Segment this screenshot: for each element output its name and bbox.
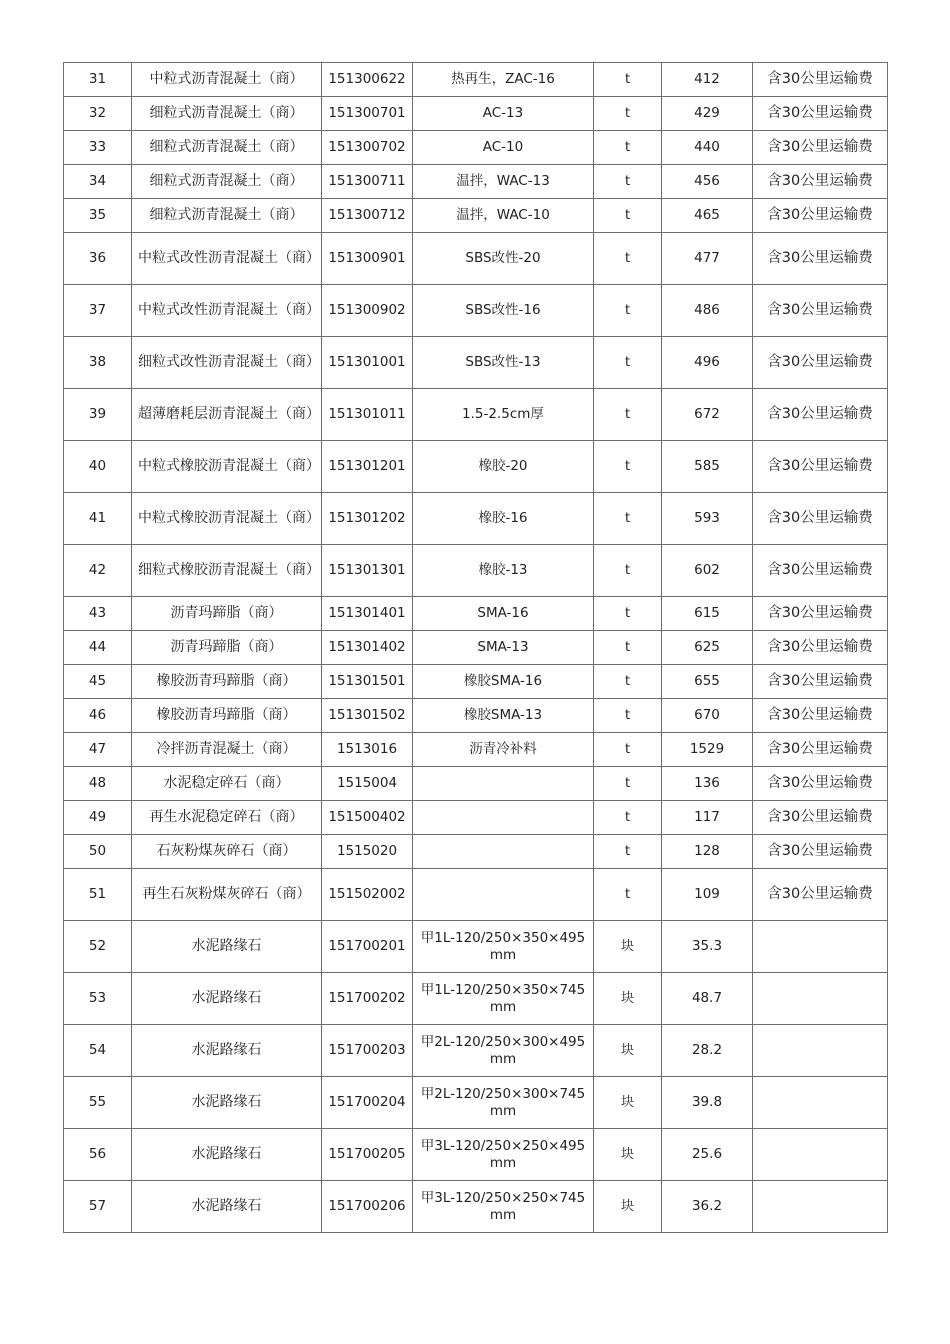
material-code-cell: 151301202 [322, 493, 413, 545]
price-cell: 672 [662, 389, 753, 441]
table-row [64, 233, 888, 285]
table-row [64, 493, 888, 545]
table-row [64, 921, 888, 973]
unit-cell: 块 [594, 1077, 662, 1129]
material-code-cell: 151301201 [322, 441, 413, 493]
price-cell: 496 [662, 337, 753, 389]
table-row [64, 869, 888, 921]
note-cell: 含30公里运输费 [753, 699, 888, 733]
row-number-cell: 44 [64, 631, 132, 665]
row-number-cell: 39 [64, 389, 132, 441]
note-cell: 含30公里运输费 [753, 199, 888, 233]
note-cell: 含30公里运输费 [753, 631, 888, 665]
row-number-cell: 35 [64, 199, 132, 233]
row-number-cell: 32 [64, 97, 132, 131]
material-name-cell: 水泥路缘石 [132, 1129, 322, 1181]
table-row [64, 285, 888, 337]
unit-cell: t [594, 597, 662, 631]
specification-cell: SBS改性-20 [413, 233, 594, 285]
material-name-cell: 水泥路缘石 [132, 921, 322, 973]
material-name-cell: 细粒式改性沥青混凝土（商） [132, 337, 322, 389]
material-code-cell: 151700204 [322, 1077, 413, 1129]
specification-cell: 橡胶-13 [413, 545, 594, 597]
note-cell: 含30公里运输费 [753, 733, 888, 767]
unit-cell: 块 [594, 1025, 662, 1077]
row-number-cell: 41 [64, 493, 132, 545]
material-name-cell: 超薄磨耗层沥青混凝土（商） [132, 389, 322, 441]
specification-cell [413, 801, 594, 835]
specification-cell: 1.5-2.5cm厚 [413, 389, 594, 441]
row-number-cell: 33 [64, 131, 132, 165]
table-row [64, 97, 888, 131]
specification-cell: SMA-16 [413, 597, 594, 631]
material-name-cell: 细粒式橡胶沥青混凝土（商） [132, 545, 322, 597]
unit-cell: 块 [594, 973, 662, 1025]
row-number-cell: 55 [64, 1077, 132, 1129]
specification-cell: 沥青冷补料 [413, 733, 594, 767]
unit-cell: t [594, 63, 662, 97]
material-code-cell: 151301011 [322, 389, 413, 441]
table-row [64, 63, 888, 97]
material-code-cell: 151300622 [322, 63, 413, 97]
row-number-cell: 37 [64, 285, 132, 337]
specification-cell: 橡胶SMA-13 [413, 699, 594, 733]
material-name-cell: 沥青玛蹄脂（商） [132, 631, 322, 665]
unit-cell: t [594, 97, 662, 131]
table-row [64, 597, 888, 631]
material-code-cell: 151500402 [322, 801, 413, 835]
material-name-cell: 细粒式沥青混凝土（商） [132, 97, 322, 131]
note-cell: 含30公里运输费 [753, 165, 888, 199]
price-cell: 128 [662, 835, 753, 869]
material-code-cell: 151300902 [322, 285, 413, 337]
price-cell: 625 [662, 631, 753, 665]
unit-cell: t [594, 199, 662, 233]
material-code-cell: 151700201 [322, 921, 413, 973]
material-name-cell: 细粒式沥青混凝土（商） [132, 165, 322, 199]
row-number-cell: 34 [64, 165, 132, 199]
table-row [64, 699, 888, 733]
specification-cell [413, 767, 594, 801]
price-cell: 477 [662, 233, 753, 285]
specification-cell: 温拌，WAC-13 [413, 165, 594, 199]
note-cell [753, 921, 888, 973]
material-code-cell: 151300901 [322, 233, 413, 285]
table-row [64, 1025, 888, 1077]
row-number-cell: 57 [64, 1181, 132, 1233]
unit-cell: t [594, 631, 662, 665]
price-cell: 136 [662, 767, 753, 801]
specification-cell: 甲3L-120/250×250×745mm [413, 1181, 594, 1233]
specification-cell [413, 835, 594, 869]
price-cell: 36.2 [662, 1181, 753, 1233]
price-cell: 585 [662, 441, 753, 493]
table-row [64, 801, 888, 835]
price-cell: 35.3 [662, 921, 753, 973]
row-number-cell: 56 [64, 1129, 132, 1181]
note-cell: 含30公里运输费 [753, 441, 888, 493]
material-code-cell: 151301501 [322, 665, 413, 699]
material-code-cell: 151300701 [322, 97, 413, 131]
specification-cell: 甲1L-120/250×350×495mm [413, 921, 594, 973]
table-row [64, 973, 888, 1025]
material-name-cell: 细粒式沥青混凝土（商） [132, 131, 322, 165]
row-number-cell: 43 [64, 597, 132, 631]
specification-cell: SBS改性-16 [413, 285, 594, 337]
note-cell: 含30公里运输费 [753, 665, 888, 699]
specification-cell: 温拌，WAC-10 [413, 199, 594, 233]
note-cell [753, 1181, 888, 1233]
material-name-cell: 中粒式橡胶沥青混凝土（商） [132, 493, 322, 545]
unit-cell: t [594, 801, 662, 835]
unit-cell: 块 [594, 1129, 662, 1181]
note-cell: 含30公里运输费 [753, 233, 888, 285]
material-name-cell: 中粒式橡胶沥青混凝土（商） [132, 441, 322, 493]
unit-cell: t [594, 699, 662, 733]
unit-cell: t [594, 337, 662, 389]
material-name-cell: 再生水泥稳定碎石（商） [132, 801, 322, 835]
row-number-cell: 52 [64, 921, 132, 973]
row-number-cell: 50 [64, 835, 132, 869]
material-name-cell: 再生石灰粉煤灰碎石（商） [132, 869, 322, 921]
table-row [64, 441, 888, 493]
price-cell: 440 [662, 131, 753, 165]
material-name-cell: 橡胶沥青玛蹄脂（商） [132, 665, 322, 699]
unit-cell: t [594, 389, 662, 441]
material-name-cell: 中粒式改性沥青混凝土（商） [132, 233, 322, 285]
specification-cell: AC-13 [413, 97, 594, 131]
material-code-cell: 151700202 [322, 973, 413, 1025]
price-cell: 48.7 [662, 973, 753, 1025]
note-cell [753, 973, 888, 1025]
specification-cell: 甲1L-120/250×350×745mm [413, 973, 594, 1025]
material-code-cell: 151700205 [322, 1129, 413, 1181]
table-row [64, 665, 888, 699]
unit-cell: t [594, 665, 662, 699]
price-cell: 28.2 [662, 1025, 753, 1077]
unit-cell: t [594, 835, 662, 869]
specification-cell: 甲3L-120/250×250×495mm [413, 1129, 594, 1181]
unit-cell: t [594, 767, 662, 801]
unit-cell: 块 [594, 1181, 662, 1233]
note-cell: 含30公里运输费 [753, 97, 888, 131]
unit-cell: t [594, 493, 662, 545]
material-code-cell: 151700206 [322, 1181, 413, 1233]
specification-cell: 甲2L-120/250×300×745mm [413, 1077, 594, 1129]
note-cell: 含30公里运输费 [753, 493, 888, 545]
material-name-cell: 橡胶沥青玛蹄脂（商） [132, 699, 322, 733]
price-cell: 602 [662, 545, 753, 597]
table-row [64, 835, 888, 869]
material-code-cell: 151301402 [322, 631, 413, 665]
note-cell: 含30公里运输费 [753, 597, 888, 631]
price-cell: 25.6 [662, 1129, 753, 1181]
note-cell: 含30公里运输费 [753, 869, 888, 921]
row-number-cell: 40 [64, 441, 132, 493]
price-cell: 655 [662, 665, 753, 699]
material-code-cell: 151700203 [322, 1025, 413, 1077]
price-cell: 109 [662, 869, 753, 921]
row-number-cell: 54 [64, 1025, 132, 1077]
unit-cell: t [594, 285, 662, 337]
material-code-cell: 1515004 [322, 767, 413, 801]
table-row [64, 1181, 888, 1233]
material-code-cell: 151300702 [322, 131, 413, 165]
table-row [64, 199, 888, 233]
material-name-cell: 水泥路缘石 [132, 1077, 322, 1129]
note-cell [753, 1077, 888, 1129]
row-number-cell: 38 [64, 337, 132, 389]
specification-cell: 热再生，ZAC-16 [413, 63, 594, 97]
price-cell: 1529 [662, 733, 753, 767]
specification-cell: 橡胶SMA-16 [413, 665, 594, 699]
table-row [64, 389, 888, 441]
material-code-cell: 151301001 [322, 337, 413, 389]
table-row [64, 767, 888, 801]
material-name-cell: 冷拌沥青混凝土（商） [132, 733, 322, 767]
price-cell: 615 [662, 597, 753, 631]
price-cell: 670 [662, 699, 753, 733]
note-cell: 含30公里运输费 [753, 63, 888, 97]
unit-cell: t [594, 733, 662, 767]
material-code-cell: 151300711 [322, 165, 413, 199]
unit-cell: t [594, 165, 662, 199]
note-cell: 含30公里运输费 [753, 767, 888, 801]
material-name-cell: 水泥稳定碎石（商） [132, 767, 322, 801]
table-row [64, 131, 888, 165]
material-name-cell: 沥青玛蹄脂（商） [132, 597, 322, 631]
table-body [64, 63, 888, 1233]
specification-cell: SMA-13 [413, 631, 594, 665]
unit-cell: t [594, 869, 662, 921]
table-row [64, 165, 888, 199]
table-row [64, 1129, 888, 1181]
note-cell [753, 1129, 888, 1181]
table-row [64, 631, 888, 665]
note-cell: 含30公里运输费 [753, 801, 888, 835]
price-cell: 429 [662, 97, 753, 131]
unit-cell: t [594, 441, 662, 493]
note-cell: 含30公里运输费 [753, 389, 888, 441]
material-code-cell: 151300712 [322, 199, 413, 233]
material-code-cell: 151301502 [322, 699, 413, 733]
table-row [64, 337, 888, 389]
price-cell: 486 [662, 285, 753, 337]
table-row [64, 1077, 888, 1129]
material-name-cell: 水泥路缘石 [132, 1181, 322, 1233]
specification-cell [413, 869, 594, 921]
price-cell: 456 [662, 165, 753, 199]
note-cell: 含30公里运输费 [753, 337, 888, 389]
note-cell: 含30公里运输费 [753, 835, 888, 869]
row-number-cell: 53 [64, 973, 132, 1025]
note-cell [753, 1025, 888, 1077]
material-name-cell: 石灰粉煤灰碎石（商） [132, 835, 322, 869]
price-cell: 593 [662, 493, 753, 545]
material-name-cell: 水泥路缘石 [132, 1025, 322, 1077]
table-row [64, 733, 888, 767]
material-name-cell: 中粒式改性沥青混凝土（商） [132, 285, 322, 337]
row-number-cell: 42 [64, 545, 132, 597]
price-table [63, 62, 888, 1233]
material-code-cell: 151502002 [322, 869, 413, 921]
table-row [64, 545, 888, 597]
row-number-cell: 46 [64, 699, 132, 733]
row-number-cell: 47 [64, 733, 132, 767]
note-cell: 含30公里运输费 [753, 545, 888, 597]
material-code-cell: 1513016 [322, 733, 413, 767]
note-cell: 含30公里运输费 [753, 285, 888, 337]
row-number-cell: 49 [64, 801, 132, 835]
row-number-cell: 51 [64, 869, 132, 921]
material-code-cell: 151301301 [322, 545, 413, 597]
row-number-cell: 31 [64, 63, 132, 97]
price-cell: 465 [662, 199, 753, 233]
price-cell: 412 [662, 63, 753, 97]
material-name-cell: 中粒式沥青混凝土（商） [132, 63, 322, 97]
specification-cell: 橡胶-16 [413, 493, 594, 545]
specification-cell: 甲2L-120/250×300×495mm [413, 1025, 594, 1077]
price-cell: 39.8 [662, 1077, 753, 1129]
price-cell: 117 [662, 801, 753, 835]
unit-cell: t [594, 233, 662, 285]
row-number-cell: 36 [64, 233, 132, 285]
material-code-cell: 1515020 [322, 835, 413, 869]
specification-cell: SBS改性-13 [413, 337, 594, 389]
unit-cell: t [594, 131, 662, 165]
unit-cell: t [594, 545, 662, 597]
material-code-cell: 151301401 [322, 597, 413, 631]
note-cell: 含30公里运输费 [753, 131, 888, 165]
row-number-cell: 48 [64, 767, 132, 801]
unit-cell: 块 [594, 921, 662, 973]
specification-cell: AC-10 [413, 131, 594, 165]
row-number-cell: 45 [64, 665, 132, 699]
specification-cell: 橡胶-20 [413, 441, 594, 493]
material-name-cell: 水泥路缘石 [132, 973, 322, 1025]
material-name-cell: 细粒式沥青混凝土（商） [132, 199, 322, 233]
